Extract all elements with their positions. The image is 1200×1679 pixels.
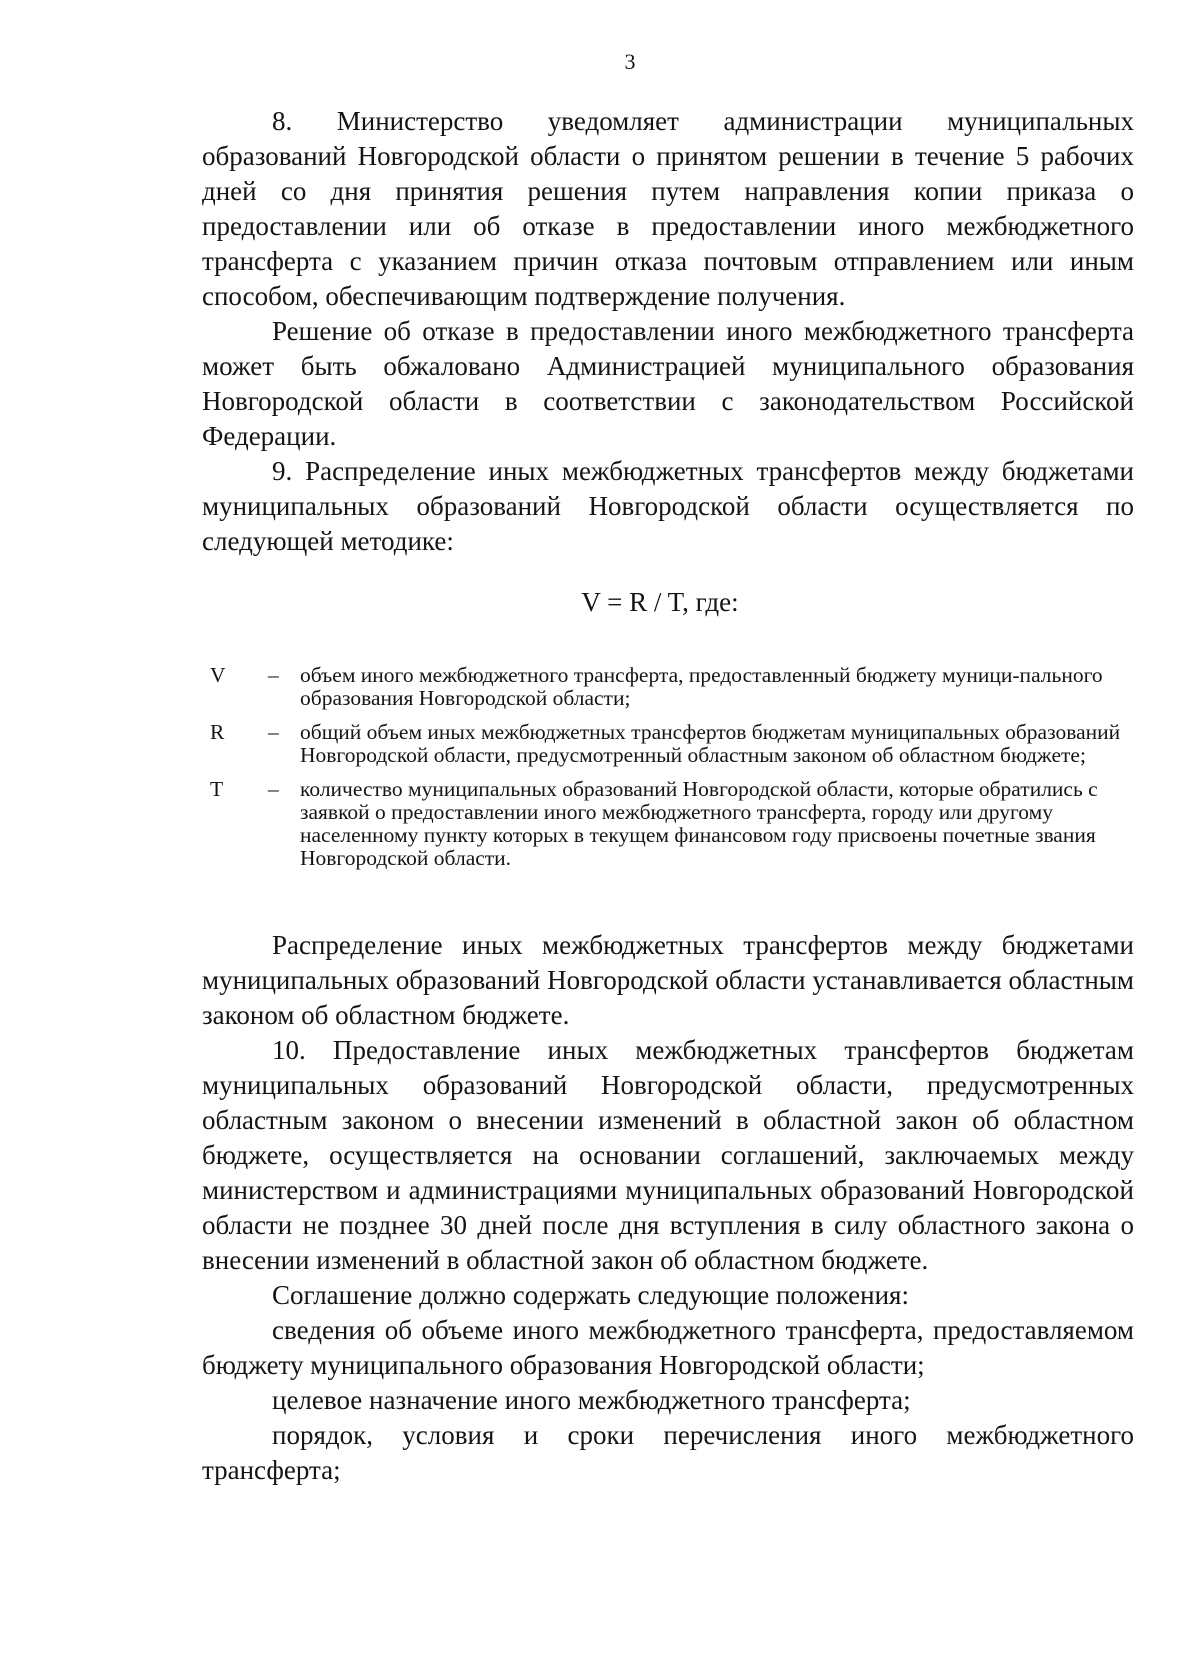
definition-variable: V [210, 663, 226, 687]
page-number: 3 [624, 49, 636, 74]
definition-dash: – [268, 777, 279, 801]
paragraph-appeal: Решение об отказе в предоставлении иного межбюджетного трансферта может быть обжаловано Администрацией муниципального образования Новгородской области в соответствии с законодательством Российской Федерации. [202, 316, 1134, 451]
definition-v [210, 664, 1140, 710]
formula: V = R / T, где: [581, 587, 739, 617]
definition-text: количество муниципальных образований Новгородской области, которые обратились с заявкой о предоставлении иного межбюджетного трансферта, городу или другому населенному пункту которых в текущем финансовом году присвоены почетные звания Новгородской области. [300, 777, 1098, 870]
definition-text: общий объем иных межбюджетных трансфертов бюджетам муниципальных образований Новгородской области, предусмотренный областным законом об областном бюджете; [300, 720, 1121, 767]
paragraph-agreement-intro: Соглашение должно содержать следующие положения: [272, 1280, 909, 1310]
paragraph-agreement-purpose: целевое назначение иного межбюджетного трансферта; [272, 1385, 911, 1415]
paragraph-agreement-procedure: порядок, условия и сроки перечисления иного межбюджетного трансферта; [202, 1420, 1134, 1485]
paragraph-agreement-volume: сведения об объеме иного межбюджетного трансферта, предоставляемом бюджету муниципального образования Новгородской области; [202, 1315, 1134, 1380]
definition-variable: T [210, 777, 224, 801]
paragraph-distribution: Распределение иных межбюджетных трансфертов между бюджетами муниципальных образований Новгородской области устанавливается областным законом об областном бюджете. [202, 930, 1134, 1030]
paragraph-10: 10. Предоставление иных межбюджетных трансфертов бюджетам муниципальных образований Новгородской области, предусмотренных областным законом о внесении изменений в областной закон об областном бюджете, осуществляется на основании соглашений, заключаемых между министерством и администрациями муниципальных образований Новгородской области не позднее 30 дней после дня вступления в силу областного закона о внесении изменений в областной закон об областном бюджете. [202, 1035, 1134, 1275]
definition-dash: – [268, 720, 279, 744]
text-block-top [202, 104, 1134, 559]
paragraph-8: 8. Министерство уведомляет администрации муниципальных образований Новгородской области о принятом решении в течение 5 рабочих дней со дня принятия решения путем направления копии приказа о предоставлении или об отказе в предоставлении иного межбюджетного трансферта с указанием причин отказа почтовым отправлением или иным способом, обеспечивающим подтверждение получения. [202, 106, 1134, 311]
definition-dash: – [268, 663, 279, 687]
definitions-list [210, 664, 1140, 881]
definition-t [210, 778, 1140, 870]
text-block-bottom [202, 928, 1134, 1488]
definition-r [210, 721, 1140, 767]
definition-variable: R [210, 720, 225, 744]
definition-text: объем иного межбюджетного трансферта, предоставленный бюджету муници-пального образования Новгородской области; [300, 663, 1103, 710]
paragraph-9: 9. Распределение иных межбюджетных трансфертов между бюджетами муниципальных образований Новгородской области осуществляется по следующей методике: [202, 456, 1134, 556]
